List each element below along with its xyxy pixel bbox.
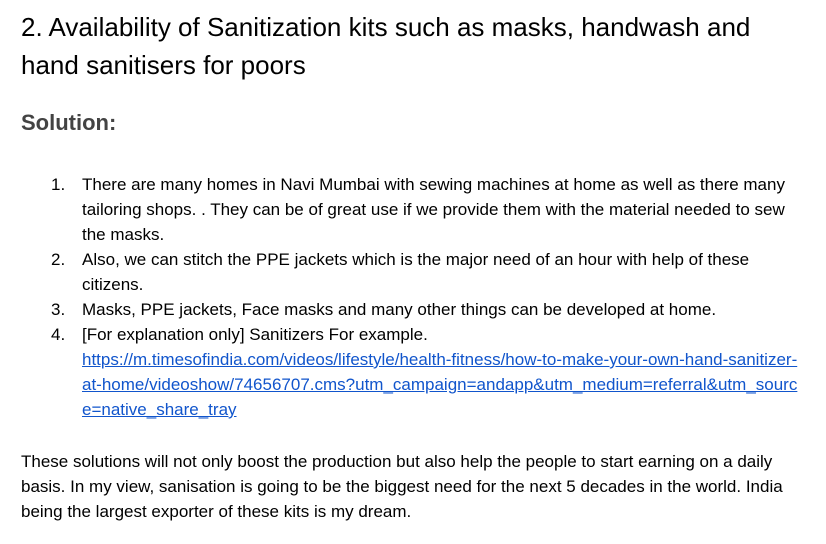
list-item bbox=[0, 172, 826, 247]
list-item-text: There are many homes in Navi Mumbai with sewing machines at home as well as there many tailoring shops. . They can be of great use if we provide them with the material needed to sew the masks. bbox=[82, 175, 785, 244]
solution-list bbox=[0, 172, 826, 422]
solution-subheading: Solution: bbox=[21, 110, 117, 135]
list-item-number: 4. bbox=[51, 325, 66, 344]
list-item-number: 1. bbox=[51, 175, 66, 194]
sanitizer-video-link[interactable]: https://m.timesofindia.com/videos/lifestyle/health-fitness/how-to-make-your-own-hand-sanitizer-at-home/videoshow/74656707.cms?utm_campaign=andapp&utm_medium=referral&utm_source=native_share_tray bbox=[82, 350, 798, 419]
list-item-text: Also, we can stitch the PPE jackets which is the major need of an hour with help of these citizens. bbox=[82, 250, 750, 294]
section-heading: 2. Availability of Sanitization kits such as masks, handwash and hand sanitisers for poors bbox=[21, 12, 751, 80]
list-item-number: 2. bbox=[51, 250, 66, 269]
list-item bbox=[0, 322, 826, 422]
conclusion-paragraph: These solutions will not only boost the production but also help the people to start earning on a daily basis. In my view, sanisation is going to be the biggest need for the next 5 decades in the world. India being the largest exporter of these kits is my dream. bbox=[21, 452, 783, 521]
list-item bbox=[0, 297, 826, 322]
list-item bbox=[0, 247, 826, 297]
list-item-text: [For explanation only] Sanitizers For example. bbox=[82, 325, 428, 344]
list-item-text: Masks, PPE jackets, Face masks and many other things can be developed at home. bbox=[82, 300, 717, 319]
list-item-number: 3. bbox=[51, 300, 66, 319]
